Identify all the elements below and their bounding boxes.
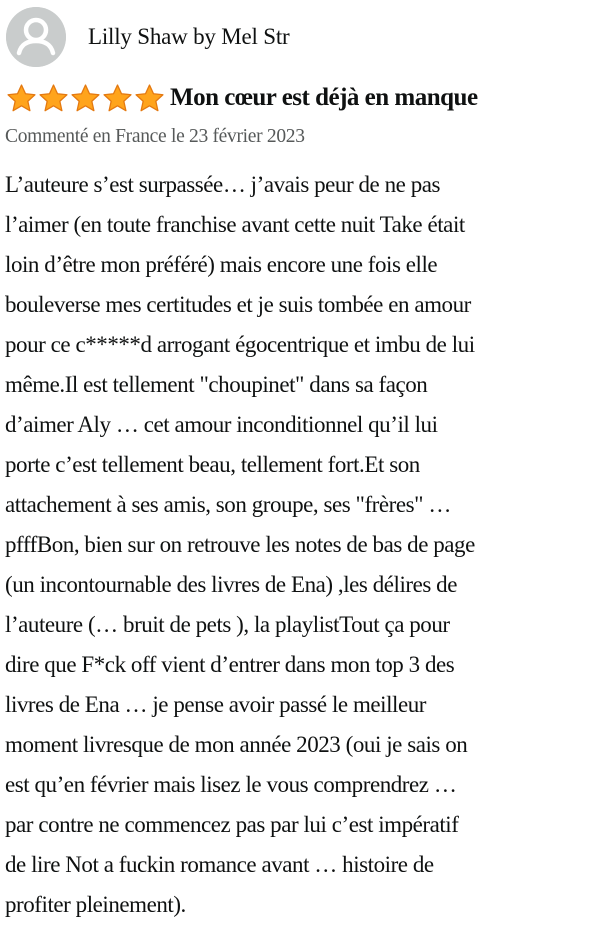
avatar[interactable] [6,7,66,67]
review-body-line: pour ce c*****d arrogant égocentrique et imbu de lui [5,332,475,357]
reviewer-name[interactable]: Lilly Shaw by Mel Str [88,24,290,49]
review-body-line: moment livresque de mon année 2023 (oui je sais on [5,732,468,757]
review-body-line: porte c’est tellement beau, tellement fort.Et son [5,452,420,477]
review-body-line: attachement à ses amis, son groupe, ses "frères" … [5,492,451,517]
review-body-line: de lire Not a fuckin romance avant … histoire de [5,852,434,877]
star-rating [6,80,166,116]
review-body-line: loin d’être mon préféré) mais encore une fois elle [5,252,438,277]
review-body-line: dire que F*ck off vient d’entrer dans mon top 3 des [5,652,455,677]
star-icon [38,83,69,114]
review-body-line: l’auteure (… bruit de pets ), la playlistTout ça pour [5,612,450,637]
review-body-line: même.Il est tellement "choupinet" dans sa façon [5,372,428,397]
review-body-line: profiter pleinement). [5,892,186,917]
review-body [5,165,611,925]
review-body-line: d’aimer Aly … cet amour inconditionnel qu’il lui [5,412,438,437]
review-date: Commenté en France le 23 février 2023 [5,126,305,147]
review-body-line: bouleverse mes certitudes et je suis tombée en amour [5,292,471,317]
review-body-line: L’auteure s’est surpassée… j’avais peur de ne pas [5,172,441,197]
star-icon [102,83,133,114]
review-body-line: livres de Ena … je pense avoir passé le meilleur [5,692,426,717]
reviewer-profile[interactable] [6,6,290,68]
default-profile-icon [6,7,66,67]
review-body-line: pfffBon, bien sur on retrouve les notes de bas de page [5,532,475,557]
star-icon [6,83,37,114]
star-icon [134,83,165,114]
review-body-line: (un incontournable des livres de Ena) ,les délires de [5,572,457,597]
review-body-line: par contre ne commencez pas par lui c’est impératif [5,812,459,837]
review-body-line: l’aimer (en toute franchise avant cette nuit Take était [5,212,465,237]
review-header [6,78,478,118]
star-icon [70,83,101,114]
review-title[interactable]: Mon cœur est déjà en manque [170,84,478,111]
review-body-line: est qu’en février mais lisez le vous comprendrez … [5,772,457,797]
